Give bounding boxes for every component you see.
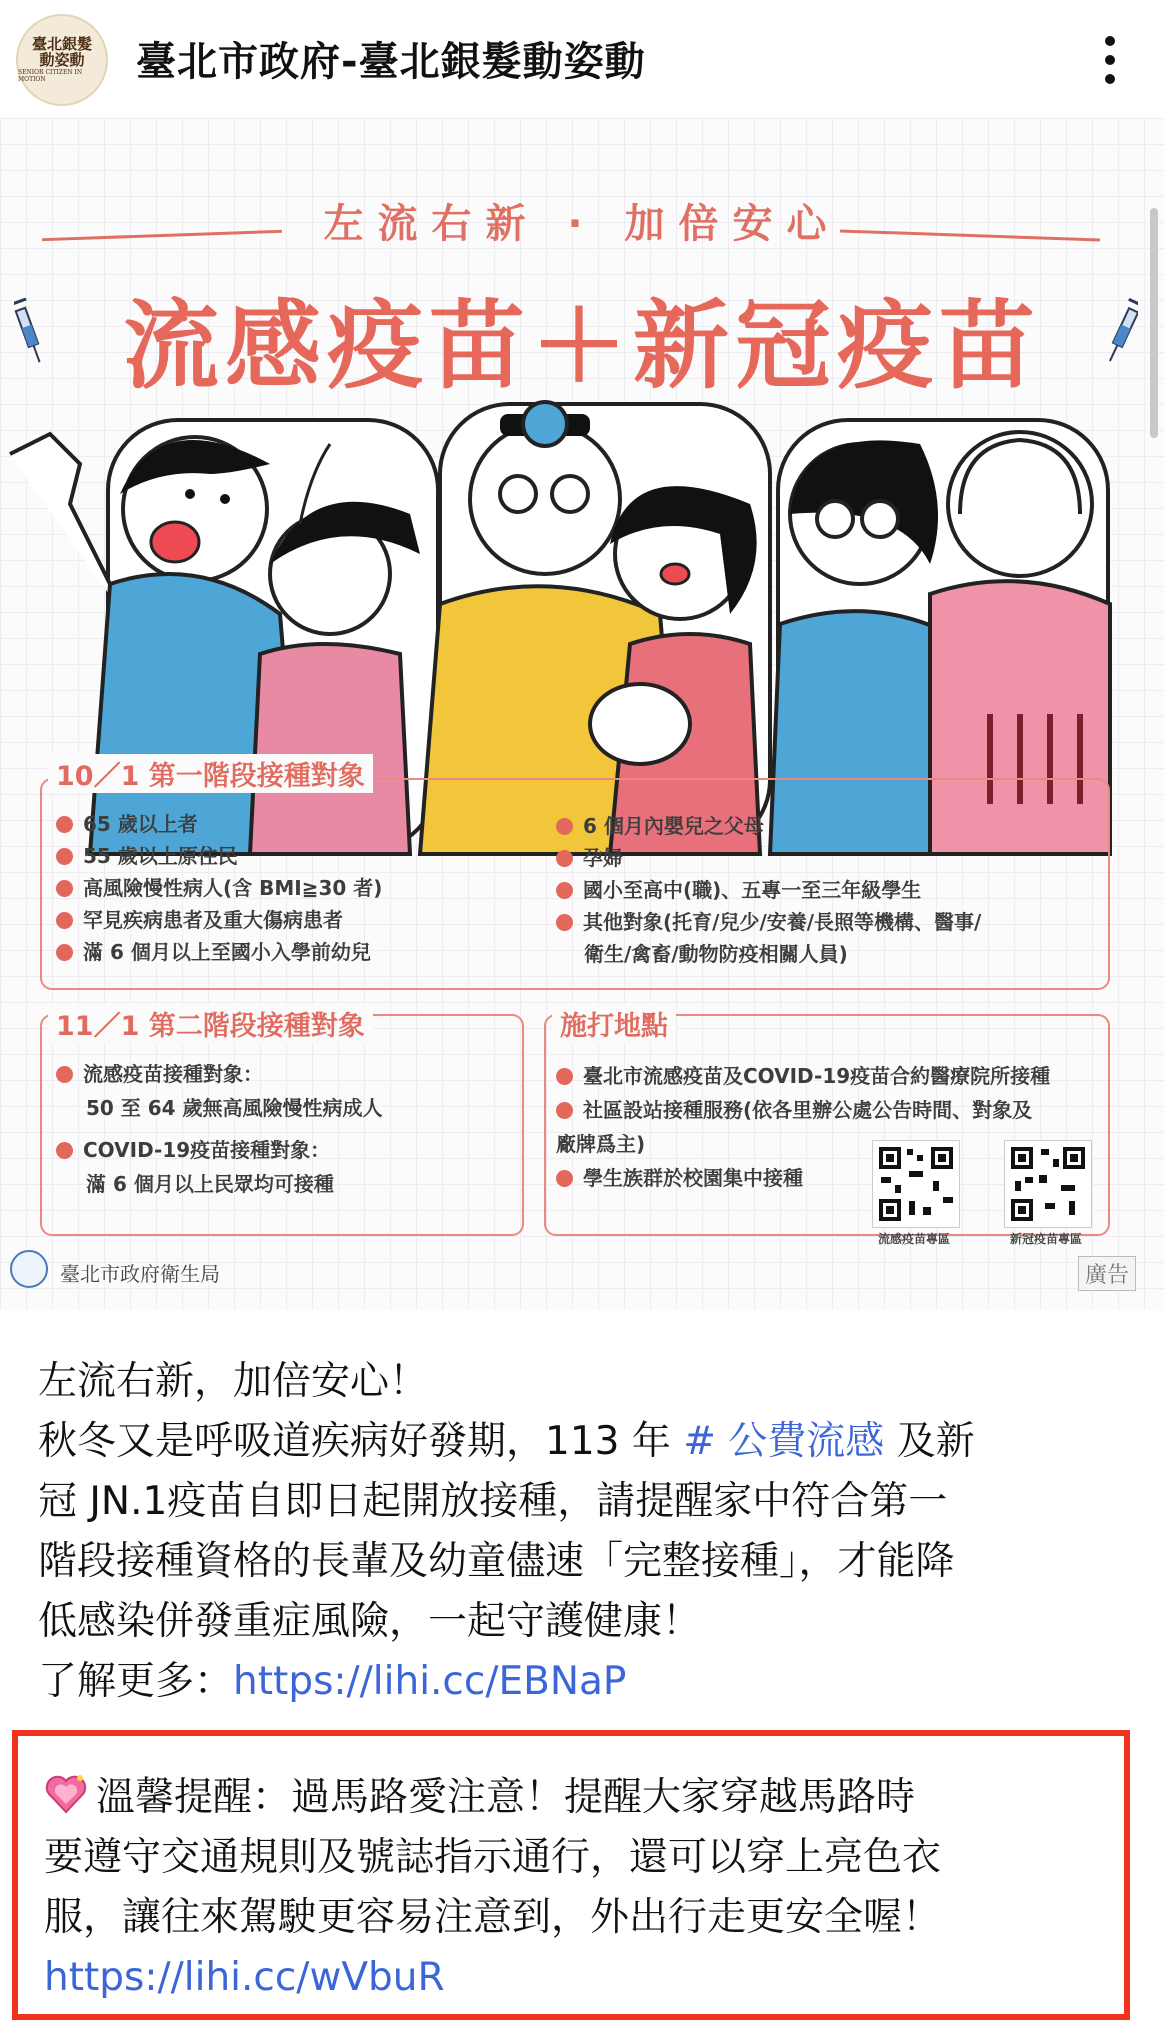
page-name[interactable]: 臺北市政府-臺北銀髮動姿動 xyxy=(136,39,646,85)
qr-label: 流感疫苗專區 xyxy=(878,1232,951,1246)
stage1-item: 6 個月內嬰兒之父母 xyxy=(556,810,764,839)
caption-line: 秋冬又是呼吸道疾病好發期，113 年 # 公費流感 及新 xyxy=(38,1419,975,1464)
stage2-item-cont: 滿 6 個月以上民眾均可接種 xyxy=(86,1172,334,1196)
stage1-item: 罕見疾病患者及重大傷病患者 xyxy=(56,904,343,933)
qr-label: 新冠疫苗專區 xyxy=(1010,1232,1083,1246)
caption-line: 冠 JN.1疫苗自即日起開放接種，請提醒家中符合第一 xyxy=(38,1479,948,1524)
stage1-item: 滿 6 個月以上至國小入學前幼兒 xyxy=(56,936,371,965)
syringe-icon xyxy=(1108,298,1138,368)
caption-line: 左流右新，加倍安心！ xyxy=(38,1359,429,1404)
reminder-line: 溫馨提醒：過馬路愛注意！提醒大家穿越馬路時 xyxy=(44,1768,1124,1828)
ad-poster-image[interactable] xyxy=(0,118,1164,1310)
learn-more-link[interactable]: https://lihi.cc/EBNaP xyxy=(233,1659,627,1704)
reminder-link[interactable]: https://lihi.cc/wVbuR xyxy=(44,1955,445,2000)
avatar-text-1: 臺北銀髮 xyxy=(31,34,92,53)
avatar-text-2: 動姿動 xyxy=(39,50,85,69)
hashtag-link[interactable]: # 公費流感 xyxy=(683,1419,885,1464)
sparkling-heart-icon xyxy=(44,1772,88,1816)
stage2-item: COVID-19疫苗接種對象： xyxy=(56,1134,330,1163)
stage2-item: 流感疫苗接種對象： xyxy=(56,1058,263,1087)
caption-line: 階段接種資格的長輩及幼童儘速「完整接種」，才能降 xyxy=(38,1539,955,1584)
health-department-logo xyxy=(10,1250,48,1288)
poster-subtitle: 左流右新 · 加倍安心 xyxy=(323,201,841,247)
more-vertical-icon xyxy=(1105,36,1115,46)
stage1-item: 孕婦 xyxy=(556,842,623,871)
stage1-item: 55 歲以上原住民 xyxy=(56,840,238,869)
locations-item-cont: 廠牌爲主) xyxy=(556,1132,646,1156)
post-caption xyxy=(38,1352,1138,1712)
locations-item: 學生族群於校園集中接種 xyxy=(556,1162,803,1191)
stage1-item-cont: 衛生/禽畜/動物防疫相關人員) xyxy=(584,942,848,966)
stage2-heading: 11／1 第二階段接種對象 xyxy=(48,1004,373,1043)
qr-code-icon[interactable] xyxy=(1004,1140,1092,1228)
poster-title: 流感疫苗＋新冠疫苗 xyxy=(123,290,1041,402)
locations-item: 社區設站接種服務(依各里辦公處公告時間、對象及 xyxy=(556,1094,1032,1123)
more-options-button[interactable] xyxy=(1090,30,1130,90)
page-avatar[interactable] xyxy=(16,14,108,106)
qr-code-icon[interactable] xyxy=(872,1140,960,1228)
reminder-line: 服，讓往來駕駛更容易注意到，外出行走更安全喔！ xyxy=(44,1895,942,1940)
reminder-text xyxy=(44,1768,1124,2008)
stage1-heading: 10／1 第一階段接種對象 xyxy=(48,754,373,793)
stage1-item: 65 歲以上者 xyxy=(56,808,198,837)
caption-line: 低感染併發重症風險，一起守護健康！ xyxy=(38,1599,702,1644)
stage2-item-cont: 50 至 64 歲無高風險慢性病成人 xyxy=(86,1096,383,1120)
locations-item: 臺北市流感疫苗及COVID-19疫苗合約醫療院所接種 xyxy=(556,1060,1050,1089)
stage1-item: 其他對象(托育/兒少/安養/長照等機構、醫事/ xyxy=(556,906,981,935)
stage1-item: 高風險慢性病人(含 BMI≧30 者) xyxy=(56,872,382,901)
traffic-reminder-highlight xyxy=(12,1730,1130,2020)
syringe-icon xyxy=(14,298,44,368)
stage1-item: 國小至高中(職)、五專一至三年級學生 xyxy=(556,874,921,903)
ad-badge: 廣告 xyxy=(1078,1256,1136,1291)
caption-line: 了解更多：https://lihi.cc/EBNaP xyxy=(38,1659,627,1704)
agency-name: 臺北市政府衛生局 xyxy=(60,1262,220,1286)
stage2-box xyxy=(40,1014,524,1236)
avatar-text-3: SENIOR CITIZEN IN MOTION xyxy=(18,69,83,83)
post-header xyxy=(0,0,1164,118)
locations-heading: 施打地點 xyxy=(552,1004,676,1043)
reminder-line: 要遵守交通規則及號誌指示通行，還可以穿上亮色衣 xyxy=(44,1835,942,1880)
